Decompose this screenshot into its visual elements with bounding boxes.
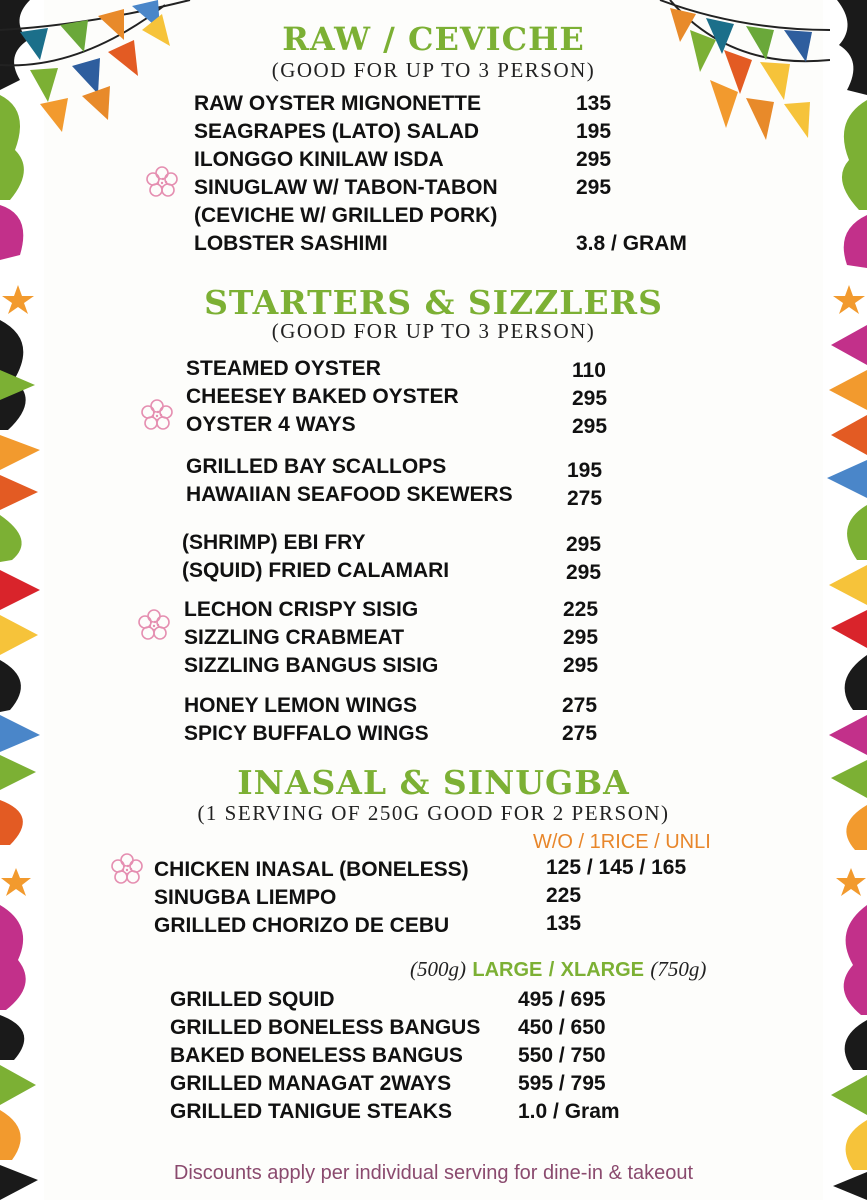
menu-item-name: SPICY BUFFALO WINGS (184, 722, 429, 745)
menu-item-price: 275 (562, 722, 598, 745)
menu-item-name: GRILLED BONELESS BANGUS (170, 1016, 481, 1039)
menu-item-price: 295 (572, 415, 608, 438)
menu-item-price: 295 (576, 148, 612, 171)
menu-item-price: 450 / 650 (518, 1016, 606, 1039)
menu-item-name: CHEESEY BAKED OYSTER (186, 385, 459, 408)
menu-item-price: 595 / 795 (518, 1072, 606, 1095)
menu-item-name: HAWAIIAN SEAFOOD SKEWERS (186, 483, 513, 506)
inasal-sinugba-subtitle: (1 SERVING OF 250G GOOD FOR 2 PERSON) (197, 801, 670, 825)
menu-item-price: 275 (567, 487, 603, 510)
menu-item-name: GRILLED TANIGUE STEAKS (170, 1100, 452, 1123)
menu-item-name: (SHRIMP) EBI FRY (182, 531, 366, 554)
menu-item-name: GRILLED SQUID (170, 988, 335, 1011)
menu-item-name: LECHON CRISPY SISIG (184, 598, 419, 621)
menu-item-price: 550 / 750 (518, 1044, 606, 1067)
menu-item-price: 295 (566, 561, 602, 584)
menu-item-name: GRILLED BAY SCALLOPS (186, 455, 447, 478)
menu-item-price: 225 (546, 884, 582, 907)
starters-sizzlers-subtitle: (GOOD FOR UP TO 3 PERSON) (271, 319, 596, 343)
recommended-flower-icon (137, 608, 171, 642)
right-floral-border (823, 0, 867, 1200)
menu-item-name: SIZZLING CRABMEAT (184, 626, 405, 649)
menu-item-name: (SQUID) FRIED CALAMARI (182, 559, 450, 582)
menu-item-price: 1.0 / Gram (518, 1100, 620, 1123)
menu-item-name: LOBSTER SASHIMI (194, 232, 388, 255)
size-separator: / (548, 959, 555, 981)
menu-item-price: 225 (563, 598, 599, 621)
starters-sizzlers-title: STARTERS & SIZZLERS (204, 283, 663, 322)
menu-item-price: 295 (566, 533, 602, 556)
menu-item-name: SEAGRAPES (LATO) SALAD (194, 120, 480, 143)
raw-ceviche-title: RAW / CEVICHE (282, 20, 585, 58)
size-legend (410, 957, 706, 982)
rice-options-label: W/O / 1RICE / UNLI (533, 831, 711, 853)
menu-item-price: 295 (576, 176, 612, 199)
menu-item-name: SINUGBA LIEMPO (154, 886, 337, 909)
menu-item-price: 3.8 / GRAM (576, 232, 687, 255)
menu-item-name: (CEVICHE W/ GRILLED PORK) (194, 204, 498, 227)
inasal-sinugba-title: INASAL & SINUGBA (237, 763, 630, 802)
raw-ceviche-subtitle: (GOOD FOR UP TO 3 PERSON) (271, 58, 596, 82)
menu-item-name: CHICKEN INASAL (BONELESS) (154, 858, 469, 881)
recommended-flower-icon (140, 398, 174, 432)
recommended-flower-icon (145, 165, 179, 199)
left-floral-border (0, 0, 44, 1200)
menu-item-name: RAW OYSTER MIGNONETTE (194, 92, 482, 115)
xlarge-weight: (750g) (650, 957, 707, 981)
recommended-flower-icon (110, 852, 144, 886)
menu-item-price: 195 (576, 120, 612, 143)
menu-item-name: BAKED BONELESS BANGUS (170, 1044, 463, 1067)
menu-item-name: STEAMED OYSTER (186, 357, 381, 380)
menu-item-name: GRILLED CHORIZO DE CEBU (154, 914, 450, 937)
menu-item-name: SIZZLING BANGUS SISIG (184, 654, 439, 677)
large-weight: (500g) (410, 957, 466, 981)
menu-item-price: 195 (567, 459, 603, 482)
xlarge-label: XLARGE (560, 959, 644, 981)
menu-item-price: 295 (563, 654, 599, 677)
large-label: LARGE (472, 959, 543, 981)
menu-item-price: 125 / 145 / 165 (546, 856, 687, 879)
menu-item-name: ILONGGO KINILAW ISDA (194, 148, 444, 171)
menu-item-price: 295 (572, 387, 608, 410)
menu-item-price: 275 (562, 694, 598, 717)
discount-footer-note: Discounts apply per individual serving for dine-in & takeout (173, 1162, 694, 1184)
menu-item-name: SINUGLAW W/ TABON-TABON (194, 176, 498, 199)
menu-item-name: OYSTER 4 WAYS (186, 413, 356, 436)
menu-item-price: 135 (546, 912, 582, 935)
menu-item-price: 295 (563, 626, 599, 649)
menu-item-price: 110 (572, 359, 606, 382)
menu-item-price: 495 / 695 (518, 988, 606, 1011)
menu-item-price: 135 (576, 92, 612, 115)
menu-item-name: GRILLED MANAGAT 2WAYS (170, 1072, 452, 1095)
menu-item-name: HONEY LEMON WINGS (184, 694, 417, 717)
